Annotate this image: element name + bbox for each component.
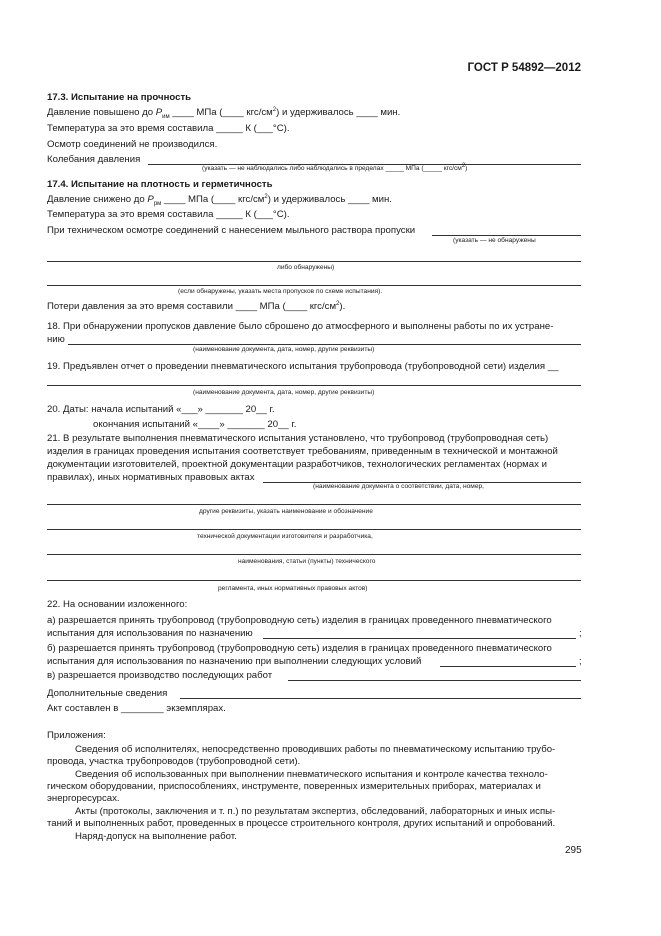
appendix-3-line-2: таний и выполненных работ, проведенных в процессе строительного контроля, других испытаний и опробований. xyxy=(47,818,556,829)
additional-info-label: Дополнительные сведения xyxy=(47,688,168,699)
item-21-fill-line-3 xyxy=(47,529,581,530)
item-21-caption-4: наименования, статьи (пункты) технического xyxy=(238,558,376,565)
appendix-2-line-3: энергоресурсах. xyxy=(47,793,120,804)
item-21-caption-3: технической документации изготовителя и разработчика, xyxy=(197,533,373,540)
appendix-4-line: Наряд-допуск на выполнение работ. xyxy=(75,831,237,842)
strength-temperature-line: Температура за это время составила _____ К (___°С). xyxy=(47,123,290,134)
additional-info-fill-line xyxy=(180,698,581,699)
item-21-fill-line-2 xyxy=(47,504,581,505)
strength-pressure-line: Давление повышено до $P_{им}$ ____ МПа (____ кгс/$см^2$) и удерживалось ____ мин. xyxy=(47,106,401,120)
leaks-caption-3: (если обнаружены, указать места пропусков по схеме испытания). xyxy=(178,288,383,295)
item-19-caption: (наименование документа, дата, номер, другие реквизиты) xyxy=(193,389,375,396)
tightness-pressure-line: Давление снижено до $P_{рм}$ ____ МПа (____ кгс/$см^2$) и удерживалось ____ мин. xyxy=(47,193,392,207)
item-21-fill-line-5 xyxy=(47,580,581,581)
item-21-line-3: документации изготовителей, проектной документации разработчиков, технологических регламентах (нормах и xyxy=(47,459,547,470)
inspection-line: Осмотр соединений не производился. xyxy=(47,139,218,150)
pressure-loss-line: Потери давления за это время составили ____ МПа (____ кгс/$см^2$). xyxy=(47,300,346,312)
item-21-fill-line-4 xyxy=(47,554,581,555)
test-start-date: 20. Даты: начала испытаний «___» _______ 20__ г. xyxy=(47,404,275,415)
appendix-1-line-1: Сведения об исполнителях, непосредственно проводивших работы по пневматическому испытанию трубо- xyxy=(75,744,556,755)
item-21-line-2: изделия в границах проведения испытания соответствует требованиям, приведенным в технической и монтажной xyxy=(47,446,558,457)
leaks-caption: (указать — не обнаружены xyxy=(453,237,536,244)
tightness-temperature-line: Температура за это время составила _____ К (___°С). xyxy=(47,209,290,220)
item-22-b-line-1: б) разрешается принять трубопровод (трубопроводную сеть) изделия в границах проведенного пневматического xyxy=(47,643,552,654)
section-17-3-title: 17.3. Испытание на прочность xyxy=(47,92,192,103)
item-18-fill-line xyxy=(68,344,581,345)
fluctuation-caption: (указать — не наблюдались либо наблюдались в пределах _____ МПа (_____ кгс/$см^2$) xyxy=(202,162,468,172)
leaks-fill-line xyxy=(432,235,581,236)
item-18-line-1: 18. При обнаружении пропусков давление было сброшено до атмосферного и выполнены работы по их устране- xyxy=(47,321,554,332)
item-22-c-line: в) разрешается производство последующих работ xyxy=(47,670,273,681)
item-22-a-fill-line xyxy=(263,638,576,639)
item-21-caption-5: регламента, иных нормативных правовых актов) xyxy=(218,585,368,592)
section-17-4-title: 17.4. Испытание на плотность и герметичность xyxy=(47,179,273,190)
item-21-line-4: правилах), иных нормативных правовых актах xyxy=(47,472,255,483)
leaks-fill-line-2 xyxy=(47,261,581,262)
item-21-caption-2: другие реквизиты, указать наименование и обозначение xyxy=(199,508,373,515)
item-19-line: 19. Предъявлен отчет о проведении пневматического испытания трубопровода (трубопроводной сети) изделия __ xyxy=(47,361,559,372)
leaks-line: При техническом осмотре соединений с нанесением мыльного раствора пропуски xyxy=(47,225,416,236)
appendix-2-line-2: гическом оборудовании, приспособлениях, инструменте, поверенных измерительных приборах, материалах и xyxy=(47,781,541,792)
item-18-line-2: нию xyxy=(47,334,65,345)
standard-header: ГОСТ Р 54892—2012 xyxy=(467,62,581,74)
item-22-b-line-2: испытания для использования по назначению при выполнении следующих условий xyxy=(47,656,422,667)
item-18-caption: (наименование документа, дата, номер, другие реквизиты) xyxy=(193,346,375,353)
leaks-fill-line-3 xyxy=(47,285,581,286)
item-22-b-fill-line xyxy=(440,666,576,667)
item-22-a-line-2: испытания для использования по назначению xyxy=(47,628,253,639)
leaks-caption-2: либо обнаружены) xyxy=(277,264,335,271)
test-end-date: окончания испытаний «____» _______ 20__ г. xyxy=(93,419,297,430)
item-22-b-semicolon: ; xyxy=(579,656,582,667)
item-19-fill-line xyxy=(47,385,581,386)
item-22-a-line-1: а) разрешается принять трубопровод (трубопроводную сеть) изделия в границах проведенного пневматического xyxy=(47,615,552,626)
item-21-line-1: 21. В результате выполнения пневматического испытания установлено, что трубопровод (трубопроводная сеть) xyxy=(47,433,549,444)
copies-line: Акт составлен в ________ экземплярах. xyxy=(47,703,226,714)
appendix-title: Приложения: xyxy=(47,730,106,741)
appendix-3-line-1: Акты (протоколы, заключения и т. п.) по результатам экспертиз, обследований, лабораторных и иных испы- xyxy=(75,806,556,817)
item-21-caption-1: (наименование документа о соответствии, дата, номер, xyxy=(313,483,485,490)
appendix-2-line-1: Сведения об использованных при выполнении пневматического испытания и контроле качества техноло- xyxy=(75,769,548,780)
item-22-c-fill-line xyxy=(288,680,581,681)
appendix-1-line-2: провода, участка трубопроводов (трубопроводной сети). xyxy=(47,756,301,767)
page-number: 295 xyxy=(565,845,582,856)
item-22-a-semicolon: ; xyxy=(579,628,582,639)
fluctuation-label: Колебания давления xyxy=(47,154,141,165)
item-22-title: 22. На основании изложенного: xyxy=(47,599,188,610)
